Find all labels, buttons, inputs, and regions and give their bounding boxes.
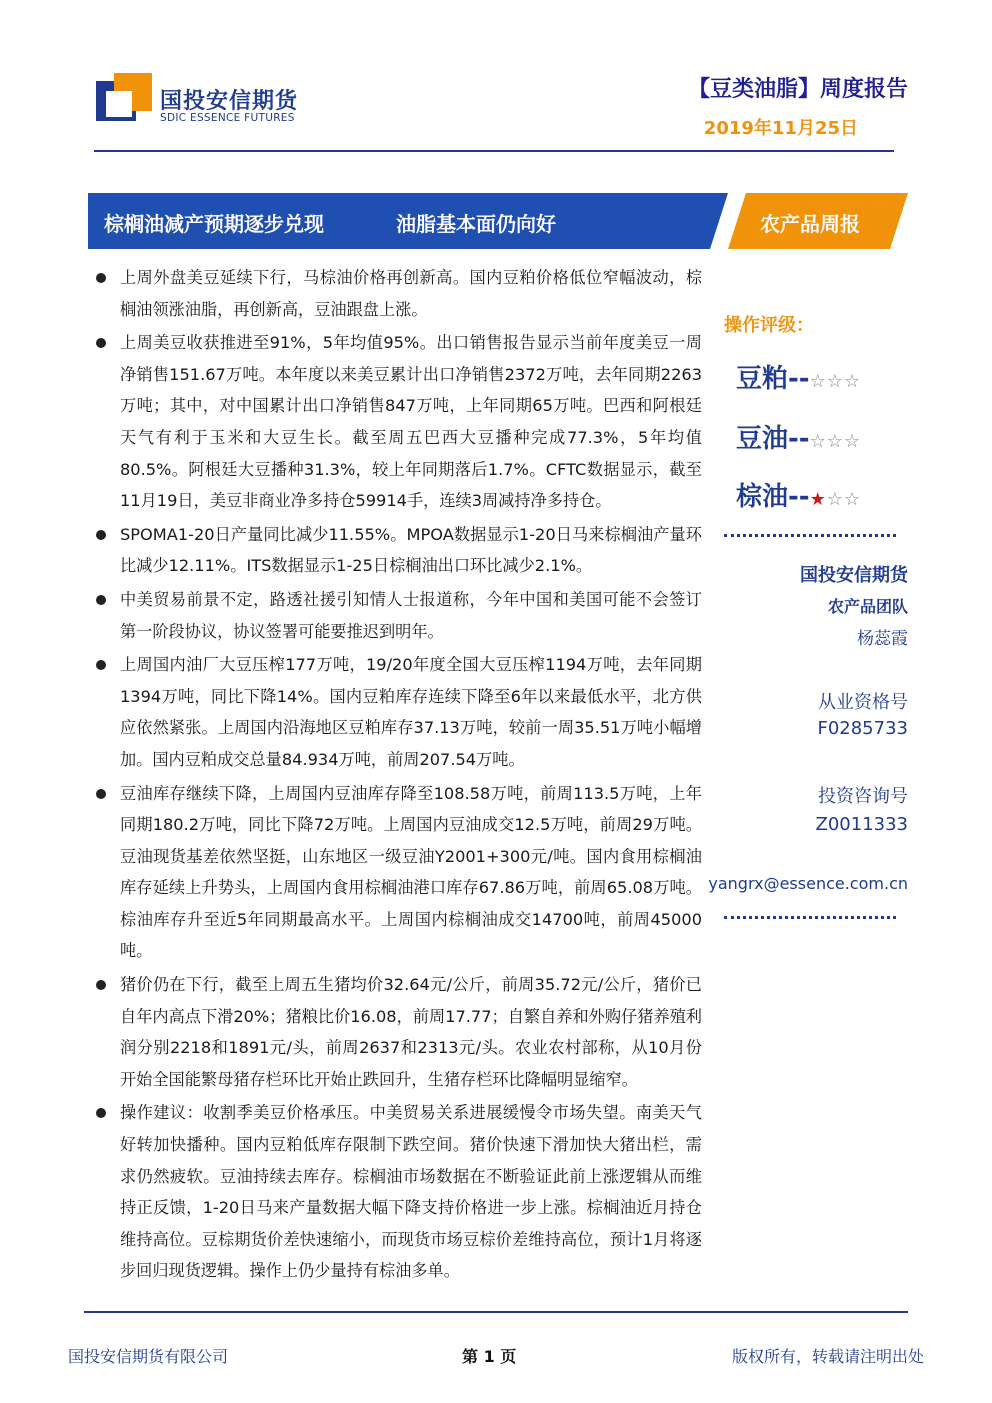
bullet-icon <box>96 789 106 799</box>
bullet-item <box>92 649 702 775</box>
bullet-item <box>92 327 702 517</box>
sidebar-divider <box>724 534 896 537</box>
bullet-text: 上周美豆收获推进至91%，5年均值95%。出口销售报告显示当前年度美豆一周净销售151.67万吨。本年度以来美豆累计出口净销售2372万吨，去年同期2263万吨；其中，对中国累计出口净销售847万吨，上年同期65万吨。巴西和阿根廷天气有利于玉米和大豆生长。截至周五巴西大豆播种完成77.3%，5年均值80.5%。阿根廷大豆播种31.3%，较上年同期落后1.7%。CFTC数据显示，截至11月19日，美豆非商业净多持仓59914手，连续3周减持净多持仓。 <box>120 333 702 511</box>
sidebar-divider <box>724 916 896 919</box>
consult-value: Z0011333 <box>815 814 908 835</box>
rating-label: 操作评级： <box>724 315 814 336</box>
bullet-icon <box>96 530 106 540</box>
bullet-icon <box>96 1108 106 1118</box>
bullet-item <box>92 519 702 582</box>
report-date: 2019年11月25日 <box>703 118 858 139</box>
bullet-text: 中美贸易前景不定，路透社援引知情人士报道称，今年中国和美国可能不会签订第一阶段协议，协议签署可能要推迟到明年。 <box>120 589 702 641</box>
bullet-item <box>92 778 702 968</box>
license-label: 从业资格号 <box>818 692 908 713</box>
banner-headline-2: 油脂基本面仍向好 <box>396 212 556 236</box>
summary-bullets <box>92 262 702 1289</box>
bullet-icon <box>96 980 106 990</box>
analyst-email[interactable]: yangrx@essence.com.cn <box>708 874 908 893</box>
rating-name: 豆油-- <box>736 424 810 454</box>
footer-company: 国投安信期货有限公司 <box>68 1347 229 1366</box>
bullet-icon <box>96 595 106 605</box>
logo-cn-text: 国投安信期货 <box>160 89 299 114</box>
bullet-icon <box>96 273 106 283</box>
rating-name: 豆粕-- <box>736 364 810 394</box>
star-rating-icon: ☆☆☆ <box>809 371 862 392</box>
rating-name: 棕油-- <box>736 482 810 512</box>
page-number: 第 1 页 <box>462 1347 517 1366</box>
bullet-item <box>92 969 702 1095</box>
report-type-tag-label: 农产品周报 <box>760 212 860 236</box>
bullet-text: SPOMA1-20日产量同比减少11.55%。MPOA数据显示1-20日马来棕榈油产量环比减少12.11%。ITS数据显示1-25日棕榈油出口环比减少2.1%。 <box>120 524 702 576</box>
rating-row-soyoil <box>736 418 861 455</box>
bullet-text: 豆油库存继续下降，上周国内豆油库存降至108.58万吨，前周113.5万吨，上年同期180.2万吨，同比下降72万吨。上周国内豆油成交12.5万吨，前周29万吨。豆油现货基差依然坚挺，山东地区一级豆油Y2001+300元/吨。国内食用棕榈油库存延续上升势头，上周国内食用棕榈油港口库存67.86万吨，前周65.08万吨。棕油库存升至近5年同期最高水平。上周国内棕榈油成交14700吨，前周45000吨。 <box>120 783 702 961</box>
company-logo-icon <box>96 73 152 129</box>
bullet-icon <box>96 660 106 670</box>
sidebar-team: 农产品团队 <box>827 597 908 616</box>
report-title: 【豆类油脂】周度报告 <box>687 77 908 102</box>
footer-copyright: 版权所有，转载请注明出处 <box>731 1347 924 1366</box>
star-rating-icon: ★☆☆ <box>809 489 862 510</box>
rating-row-palmoil <box>736 476 861 513</box>
bullet-icon <box>96 338 106 348</box>
logo-en-text: SDIC ESSENCE FUTURES <box>160 112 295 124</box>
bullet-text: 上周国内油厂大豆压榨177万吨，19/20年度全国大豆压榨1194万吨，去年同期1394万吨，同比下降14%。国内豆粕库存连续下降至6年以来最低水平，北方供应依然紧张。上周国内沿海地区豆粕库存37.13万吨，较前一周35.51万吨小幅增加。国内豆粕成交总量84.934万吨，前周207.54万吨。 <box>120 655 702 769</box>
consult-label: 投资咨询号 <box>818 786 908 807</box>
bullet-text: 猪价仍在下行，截至上周五生猪均价32.64元/公斤，前周35.72元/公斤，猪价已自年内高点下滑20%；猪粮比价16.08，前周17.77；自繁自养和外购仔猪养殖利润分别2218和1891元/头，前周2637和2313元/头。农业农村部称，从10月份开始全国能繁母猪存栏环比开始止跌回升，生猪存栏环比降幅明显缩窄。 <box>120 975 702 1089</box>
bullet-item <box>92 1097 702 1287</box>
bullet-item <box>92 584 702 647</box>
footer-divider <box>84 1311 908 1313</box>
sidebar-company: 国投安信期货 <box>800 565 908 586</box>
star-rating-icon: ☆☆☆ <box>809 431 862 452</box>
bullet-item <box>92 262 702 325</box>
bullet-text: 上周外盘美豆延续下行，马棕油价格再创新高。国内豆粕价格低位窄幅波动，棕榈油领涨油脂，再创新高，豆油跟盘上涨。 <box>120 268 702 319</box>
banner-headline-1: 棕榈油减产预期逐步兑现 <box>104 212 324 236</box>
license-value: F0285733 <box>817 718 908 739</box>
bullet-text: 操作建议：收割季美豆价格承压。中美贸易关系进展缓慢令市场失望。南美天气好转加快播种。国内豆粕低库存限制下跌空间。猪价快速下滑加快大猪出栏，需求仍然疲软。豆油持续去库存。棕榈油市场数据在不断验证此前上涨逻辑从而维持正反馈，1-20日马来产量数据大幅下降支持价格进一步上涨。棕榈油近月持仓维持高位。豆棕期货价差快速缩小，而现货市场豆棕价差维持高位，预计1月将逐步回归现货逻辑。操作上仍少量持有棕油多单。 <box>120 1103 702 1281</box>
rating-row-soymeal <box>736 358 861 395</box>
analyst-name: 杨蕊霞 <box>857 629 908 649</box>
header-divider <box>94 150 894 152</box>
